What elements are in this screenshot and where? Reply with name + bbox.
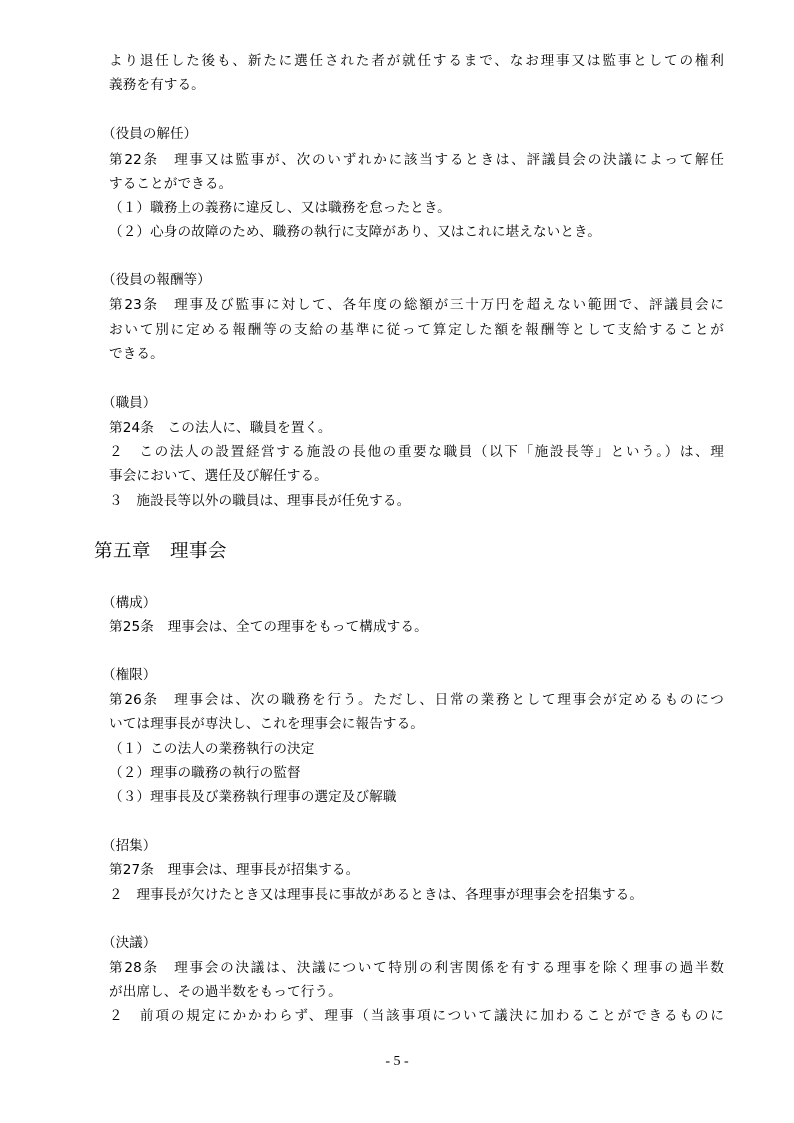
text-line: より退任した後も、新たに選任された者が就任するまで、なお理事又は監事としての権利: [109, 53, 724, 69]
article-heading: （権限）: [102, 667, 157, 683]
article-heading: （職員）: [102, 395, 157, 411]
article-heading: （構成）: [102, 595, 157, 611]
article-text: 事会において、選任及び解任する。: [109, 468, 328, 484]
article-heading: （役員の報酬等）: [102, 272, 211, 288]
article-text: 第27条 理事会は、理事長が招集する。: [109, 862, 360, 878]
article-heading: （役員の解任）: [102, 126, 198, 142]
article-text: 第26条 理事会は、次の職務を行う。ただし、日常の業務として理事会が定めるものにつ: [109, 692, 724, 708]
article-heading: （決議）: [102, 935, 157, 951]
list-item: （１）この法人の業務執行の決定: [109, 741, 315, 757]
list-item: （２）理事の職務の執行の監督: [109, 765, 301, 781]
article-text: 第28条 理事会の決議は、決議について特別の利害関係を有する理事を除く理事の過半数: [109, 960, 724, 976]
list-item: （２）心身の故障のため、職務の執行に支障があり、又はこれに堪えないとき。: [109, 224, 601, 240]
article-text: おいて別に定める報酬等の支給の基準に従って算定した額を報酬等として支給することが: [109, 322, 724, 338]
article-text: が出席し、その過半数をもって行う。: [109, 984, 342, 1000]
article-text: 第25条 理事会は、全ての理事をもって構成する。: [109, 619, 428, 635]
text-line: 義務を有する。: [109, 77, 205, 93]
article-text: ２ 前項の規定にかかわらず、理事（当該事項について議決に加わることができるものに: [109, 1008, 724, 1024]
article-text: いては理事長が専決し、これを理事会に報告する。: [109, 716, 424, 732]
article-text: ３ 施設長等以外の職員は、理事長が任免する。: [109, 493, 411, 509]
chapter-title: 第五章 理事会: [94, 541, 228, 562]
list-item: （１）職務上の義務に違反し、又は職務を怠ったとき。: [109, 200, 451, 216]
article-text: 第24条 この法人に、職員を置く。: [109, 420, 332, 436]
article-text: できる。: [109, 346, 164, 362]
article-text: 第23条 理事及び監事に対して、各年度の総額が三十万円を超えない範囲で、評議員会に: [109, 297, 724, 313]
list-item: （３）理事長及び業務執行理事の選定及び解職: [109, 789, 397, 805]
article-text: ２ 理事長が欠けたとき又は理事長に事故があるときは、各理事が理事会を招集する。: [109, 887, 644, 903]
article-text: することができる。: [109, 176, 233, 192]
article-text: ２ この法人の設置経営する施設の長他の重要な職員（以下「施設長等」という。）は、理: [109, 444, 724, 460]
article-text: 第22条 理事又は監事が、次のいずれかに該当するときは、評議員会の決議によって解任: [109, 152, 724, 168]
article-heading: （招集）: [102, 838, 157, 854]
page-number: - 5 -: [385, 1054, 409, 1069]
